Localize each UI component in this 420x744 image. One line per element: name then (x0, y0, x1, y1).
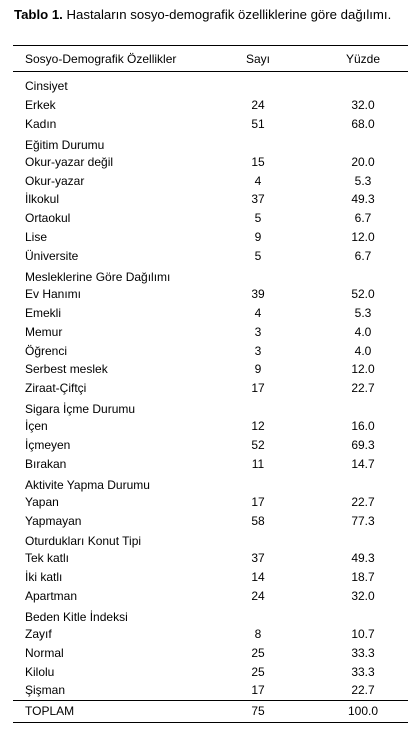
row-count (203, 266, 293, 285)
row-count (203, 606, 293, 625)
table-row (13, 511, 408, 530)
table-row (13, 662, 408, 681)
row-percent: 32.0 (351, 589, 375, 604)
section-label: Aktivite Yapma Durumu (25, 477, 150, 492)
row-label: Yapmayan (25, 513, 82, 528)
table-row (13, 209, 408, 228)
table-row (13, 114, 408, 133)
row-count: 5 (254, 249, 262, 264)
row-count: 15 (251, 154, 265, 169)
row-percent: 20.0 (351, 154, 375, 169)
row-label: Emekli (25, 305, 62, 320)
row-label: Üniversite (25, 249, 79, 264)
row-count: 3 (254, 324, 262, 339)
row-count: 9 (254, 230, 262, 245)
row-percent (293, 266, 408, 285)
table-row (13, 436, 408, 455)
row-count: 17 (251, 381, 265, 396)
table-row (13, 568, 408, 587)
row-label: İlkokul (25, 192, 60, 207)
table-row (13, 303, 408, 322)
table-caption (14, 6, 406, 23)
row-label: İçen (25, 419, 48, 434)
total-count: 75 (251, 704, 265, 718)
row-count: 8 (254, 626, 262, 641)
table-row (13, 643, 408, 662)
row-label: Şişman (25, 683, 66, 698)
row-count: 39 (251, 286, 265, 301)
section-header-row (13, 133, 408, 152)
row-count: 52 (251, 437, 265, 452)
row-label: Erkek (25, 97, 56, 112)
table-row (13, 228, 408, 247)
section-label: Cinsiyet (25, 78, 68, 93)
row-percent: 4.0 (354, 324, 372, 339)
row-percent: 49.3 (351, 551, 375, 566)
table-row (13, 152, 408, 171)
table-body (13, 72, 408, 701)
row-percent: 6.7 (354, 249, 372, 264)
row-count: 24 (251, 97, 265, 112)
section-label: Sigara İçme Durumu (25, 402, 136, 417)
row-percent: 22.7 (351, 683, 375, 698)
row-percent: 69.3 (351, 437, 375, 452)
row-label: İki katlı (25, 570, 63, 585)
table-row (13, 284, 408, 303)
row-count: 25 (251, 664, 265, 679)
row-percent: 49.3 (351, 192, 375, 207)
row-percent: 32.0 (351, 97, 375, 112)
table-row (13, 360, 408, 379)
row-label: Serbest meslek (25, 362, 108, 377)
table-row (13, 171, 408, 190)
row-percent (293, 606, 408, 625)
row-label: Zayıf (25, 626, 52, 641)
row-label: Memur (25, 324, 63, 339)
table-header-row (13, 46, 408, 72)
row-label: Yapan (25, 494, 59, 509)
row-percent: 22.7 (351, 494, 375, 509)
row-percent: 5.3 (354, 305, 372, 320)
row-label: Okur-yazar değil (25, 154, 114, 169)
header-characteristics: Sosyo-Demografik Özellikler (25, 51, 177, 66)
row-count: 11 (251, 456, 265, 471)
row-percent: 77.3 (351, 513, 375, 528)
section-header-row (13, 606, 408, 625)
table-row (13, 322, 408, 341)
row-count (203, 398, 293, 417)
caption-text: Hastaların sosyo-demografik özelliklerine göre dağılımı. (62, 7, 392, 22)
row-label: Normal (25, 645, 64, 660)
row-count: 14 (251, 570, 265, 585)
row-count (203, 530, 293, 549)
row-percent (293, 133, 408, 152)
row-count (203, 133, 293, 152)
section-header-row (13, 266, 408, 285)
section-header-row (13, 72, 408, 96)
row-percent: 6.7 (354, 211, 372, 226)
total-label: TOPLAM (25, 704, 75, 718)
row-percent (293, 72, 408, 96)
row-count: 51 (251, 116, 265, 131)
row-percent (293, 473, 408, 492)
row-percent (293, 398, 408, 417)
caption-label: Tablo 1. (14, 7, 63, 22)
row-percent: 68.0 (351, 116, 375, 131)
row-label: Kadın (25, 116, 57, 131)
section-header-row (13, 473, 408, 492)
row-label: İçmeyen (25, 437, 71, 452)
row-count: 5 (254, 211, 262, 226)
demographics-table (13, 45, 408, 723)
row-count: 17 (251, 683, 265, 698)
row-count: 4 (254, 305, 262, 320)
row-percent: 16.0 (351, 419, 375, 434)
row-label: Öğrenci (25, 343, 68, 358)
row-percent: 33.3 (351, 645, 375, 660)
section-label: Oturdukları Konut Tipi (25, 534, 142, 549)
table-row (13, 492, 408, 511)
row-count: 24 (251, 589, 265, 604)
row-label: Tek katlı (25, 551, 70, 566)
row-count: 37 (251, 192, 265, 207)
section-label: Beden Kitle İndeksi (25, 609, 128, 624)
row-count: 4 (254, 173, 262, 188)
row-label: Bırakan (25, 456, 67, 471)
table-row (13, 96, 408, 115)
row-percent: 10.7 (351, 626, 375, 641)
table-row (13, 624, 408, 643)
row-percent: 52.0 (351, 286, 375, 301)
row-percent: 12.0 (351, 362, 375, 377)
row-label: Apartman (25, 589, 78, 604)
row-count: 9 (254, 362, 262, 377)
table-row (13, 417, 408, 436)
section-label: Mesleklerine Göre Dağılımı (25, 269, 171, 284)
row-percent: 18.7 (351, 570, 375, 585)
row-percent: 12.0 (351, 230, 375, 245)
row-percent: 5.3 (354, 173, 372, 188)
row-label: Ortaokul (25, 211, 71, 226)
table-row (13, 341, 408, 360)
total-percent: 100.0 (347, 704, 379, 718)
table-row (13, 681, 408, 700)
row-count: 58 (251, 513, 265, 528)
row-percent: 33.3 (351, 664, 375, 679)
row-count: 3 (254, 343, 262, 358)
header-percent: Yüzde (345, 51, 381, 66)
section-header-row (13, 530, 408, 549)
section-header-row (13, 398, 408, 417)
row-percent (293, 530, 408, 549)
row-count: 25 (251, 645, 265, 660)
row-label: Ev Hanımı (25, 286, 82, 301)
table-row (13, 454, 408, 473)
row-label: Okur-yazar (25, 173, 85, 188)
row-count: 12 (251, 419, 265, 434)
table-row (13, 379, 408, 398)
row-percent: 14.7 (351, 456, 375, 471)
row-count: 17 (251, 494, 265, 509)
total-row (13, 700, 408, 722)
table-row (13, 549, 408, 568)
row-count: 37 (251, 551, 265, 566)
row-label: Lise (25, 230, 48, 245)
row-percent: 4.0 (354, 343, 372, 358)
row-label: Ziraat-Çiftçi (25, 381, 87, 396)
table-row (13, 190, 408, 209)
row-percent: 22.7 (351, 381, 375, 396)
row-count (203, 72, 293, 96)
row-count (203, 473, 293, 492)
header-count: Sayı (245, 51, 270, 66)
section-label: Eğitim Durumu (25, 137, 105, 152)
row-label: Kilolu (25, 664, 55, 679)
table-row (13, 587, 408, 606)
table-row (13, 247, 408, 266)
